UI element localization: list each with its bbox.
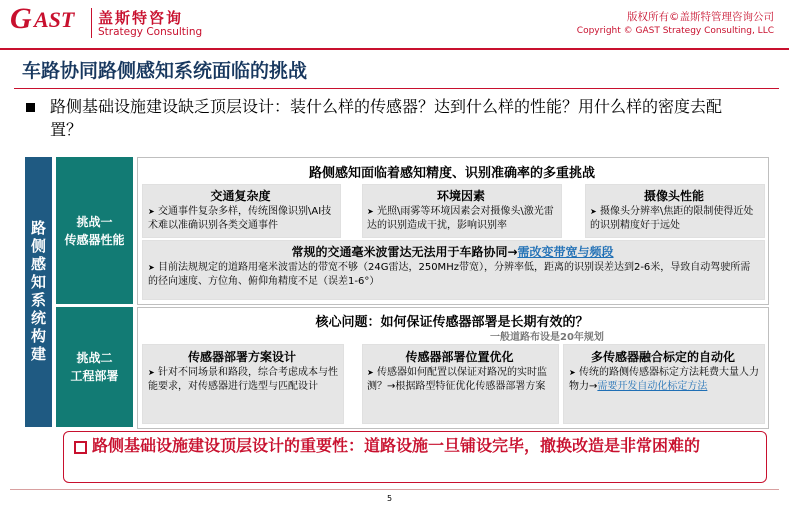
challenge2-label-line2: 工程部署 <box>70 369 119 383</box>
challenge2-panel-title: 核心问题：如何保证传感器部署是长期有效的？ <box>315 315 589 330</box>
box-text <box>367 366 553 394</box>
logo-cn: 盖斯特咨询 <box>98 9 184 27</box>
planning-note: 一般道路布设是20年规划 <box>490 332 604 343</box>
radar-text <box>148 261 758 289</box>
radar-text-content: 目前法规规定的道路用毫米波雷达的带宽不够（24G雷达，250MHz带宽），分辨率低，距离的识别误差达到2-6米，导致自动驾驶所需的径向速度、方位角、俯仰角精度不足（误差1-6°） <box>148 262 751 287</box>
box-text <box>569 366 759 394</box>
box-text-content: 针对不同场景和路段，综合考虑成本与性能要求，对传感器进行选型与匹配设计 <box>148 367 338 392</box>
bullet-square-icon <box>26 103 35 112</box>
challenge2-label <box>56 307 133 427</box>
side-label <box>25 157 52 427</box>
challenge1-label <box>56 157 133 304</box>
arrow-bullet-icon: ➤ <box>148 207 155 216</box>
logo-g: G <box>10 2 31 35</box>
arrow-bullet-icon: ➤ <box>569 368 576 377</box>
calibration-link[interactable]: 需要开发自动化标定方法 <box>597 381 708 392</box>
footer-rule <box>10 489 779 490</box>
challenge2-label-line1: 挑战二 <box>76 351 113 365</box>
copyright-en: Copyright © GAST Strategy Consulting, LLC <box>576 26 774 36</box>
box-title: 摄像头性能 <box>643 189 704 203</box>
arrow-bullet-icon: ➤ <box>367 207 374 216</box>
box-text <box>148 366 338 394</box>
page-title: 车路协同路侧感知系统面临的挑战 <box>22 60 308 82</box>
logo-en: Strategy Consulting <box>98 26 203 38</box>
bullet-text: 路侧基础设施建设缺乏顶层设计：装什么样的传感器？达到什么样的性能？用什么样的密度去配置？ <box>50 97 723 139</box>
box-text-content: 传感器如何配置以保证对路况的实时监测？→根据路型特征优化传感器部署方案 <box>367 367 547 392</box>
box-title: 交通复杂度 <box>210 189 271 203</box>
box-text-content: 摄像头分辨率\焦距的限制使得近处的识别精度好于远处 <box>590 206 754 231</box>
box-title: 传感器部署位置优化 <box>405 350 514 364</box>
arrow-bullet-icon: ➤ <box>148 263 155 272</box>
side-label-text: 路侧感知系统构建 <box>29 220 47 364</box>
box-text-content: 光照\雨雾等环境因素会对摄像头\激光雷达的识别造成干扰，影响识别率 <box>367 206 554 231</box>
box-text <box>148 205 336 233</box>
logo-divider <box>91 8 92 38</box>
title-rule <box>14 88 779 89</box>
box-text <box>367 205 557 233</box>
box-text-content: 交通事件复杂多样，传统图像识别\AI技术难以准确识别各类交通事件 <box>148 206 332 231</box>
box-title: 环境因素 <box>436 189 485 203</box>
radar-title-link[interactable]: 需改变带宽与频段 <box>517 245 614 259</box>
challenge1-label-line1: 挑战一 <box>76 214 113 229</box>
radar-title-text: 常规的交通毫米波雷达无法用于车路协同→ <box>291 245 518 259</box>
box-title: 传感器部署方案设计 <box>187 350 296 364</box>
copyright-cn: 版权所有©盖斯特管理咨询公司 <box>627 11 774 23</box>
challenge1-label-line2: 传感器性能 <box>64 232 125 247</box>
challenge1-panel-title: 路侧感知面临着感知精度、识别准确率的多重挑战 <box>308 166 595 181</box>
header-rule <box>0 48 789 50</box>
radar-title <box>142 243 763 260</box>
arrow-bullet-icon: ➤ <box>148 368 155 377</box>
page-number: 5 <box>387 494 393 503</box>
arrow-bullet-icon: ➤ <box>590 207 597 216</box>
box-title: 多传感器融合标定的自动化 <box>590 350 735 364</box>
arrow-bullet-icon: ➤ <box>367 368 374 377</box>
box-text-content: 传统的路侧传感器标定方法耗费大量人力物力→ <box>569 367 759 392</box>
box-text <box>590 205 760 233</box>
conclusion-text: 路侧基础设施建设顶层设计的重要性：道路设施一旦铺设完毕，撤换改造是非常困难的 <box>92 436 701 455</box>
hollow-square-icon <box>74 441 87 454</box>
logo-wordmark: AST <box>34 7 75 32</box>
